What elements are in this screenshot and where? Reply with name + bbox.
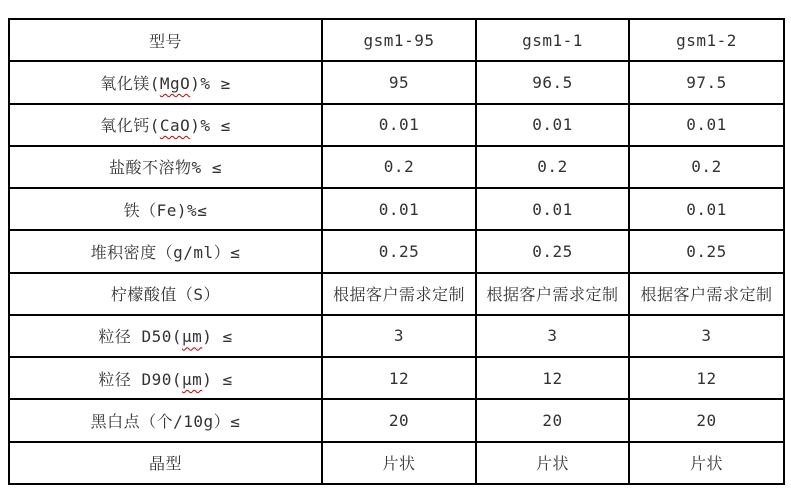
misspell-text: CaO — [159, 116, 191, 136]
cell-value: 0.2 — [629, 146, 784, 188]
cell-value: 20 — [476, 399, 629, 441]
cell-value: 0.25 — [629, 230, 784, 272]
row-label-text: 氧化镁( — [100, 73, 160, 93]
row-label — [9, 442, 322, 484]
cell-value: 0.01 — [629, 104, 784, 146]
row-label — [9, 188, 322, 230]
misspell-text: MgO — [159, 73, 191, 93]
row-label-text: )% ≥ — [190, 73, 231, 93]
row-label — [9, 315, 322, 357]
row-label — [9, 399, 322, 441]
header-model-gsm1-95: gsm1-95 — [322, 19, 476, 61]
cell-value: 根据客户需求定制 — [629, 273, 784, 315]
cell-value: 12 — [629, 357, 784, 399]
table-header-row — [9, 19, 784, 61]
row-label-text: ) ≤ — [202, 369, 233, 389]
cell-value: 0.01 — [629, 188, 784, 230]
misspell-text: μm — [182, 369, 203, 389]
cell-value: 片状 — [629, 442, 784, 484]
row-label-text: 氧化钙( — [100, 116, 160, 136]
row-label — [9, 230, 322, 272]
cell-value: 95 — [322, 61, 476, 103]
table-row-crystal-form — [9, 442, 784, 484]
table-row-hcl-insoluble — [9, 146, 784, 188]
table-row-black-white-spots — [9, 399, 784, 441]
table-row-cao — [9, 104, 784, 146]
table-row-mgo — [9, 61, 784, 103]
header-model-gsm1-2: gsm1-2 — [629, 19, 784, 61]
header-model-gsm1-1: gsm1-1 — [476, 19, 629, 61]
cell-value: 20 — [629, 399, 784, 441]
row-label-text: 盐酸不溶物% ≤ — [109, 158, 222, 178]
cell-value: 0.2 — [322, 146, 476, 188]
cell-value: 20 — [322, 399, 476, 441]
cell-value: 0.25 — [476, 230, 629, 272]
row-label — [9, 104, 322, 146]
row-label-text: 堆积密度（g/ml）≤ — [90, 242, 241, 262]
cell-value: 0.01 — [476, 104, 629, 146]
table-row-bulk-density — [9, 230, 784, 272]
table-row-fe — [9, 188, 784, 230]
table-row-d90 — [9, 357, 784, 399]
cell-value: 片状 — [476, 442, 629, 484]
cell-value: 0.01 — [322, 188, 476, 230]
cell-value: 12 — [476, 357, 629, 399]
row-label-text: 晶型 — [148, 454, 182, 474]
cell-value: 0.2 — [476, 146, 629, 188]
row-label-text: 黑白点（个/10g）≤ — [90, 412, 241, 432]
row-label-text: ) ≤ — [202, 327, 233, 347]
row-label-text: 铁（Fe)%≤ — [123, 200, 208, 220]
misspell-text: μm — [182, 327, 203, 347]
cell-value: 3 — [322, 315, 476, 357]
header-model-label: 型号 — [9, 19, 322, 61]
product-spec-table — [8, 18, 785, 485]
row-label — [9, 146, 322, 188]
row-label-text: )% ≤ — [190, 116, 231, 136]
cell-value: 0.01 — [476, 188, 629, 230]
cell-value: 3 — [476, 315, 629, 357]
row-label-text: 柠檬酸值（S） — [110, 285, 221, 305]
cell-value: 根据客户需求定制 — [476, 273, 629, 315]
cell-value: 0.01 — [322, 104, 476, 146]
row-label — [9, 273, 322, 315]
cell-value: 0.25 — [322, 230, 476, 272]
cell-value: 根据客户需求定制 — [322, 273, 476, 315]
row-label — [9, 61, 322, 103]
cell-value: 97.5 — [629, 61, 784, 103]
cell-value: 96.5 — [476, 61, 629, 103]
row-label — [9, 357, 322, 399]
row-label-text: 粒径 D50( — [98, 327, 182, 347]
row-label-text: 粒径 D90( — [98, 369, 182, 389]
cell-value: 3 — [629, 315, 784, 357]
table-row-citric-acid-value — [9, 273, 784, 315]
cell-value: 片状 — [322, 442, 476, 484]
cell-value: 12 — [322, 357, 476, 399]
table-row-d50 — [9, 315, 784, 357]
